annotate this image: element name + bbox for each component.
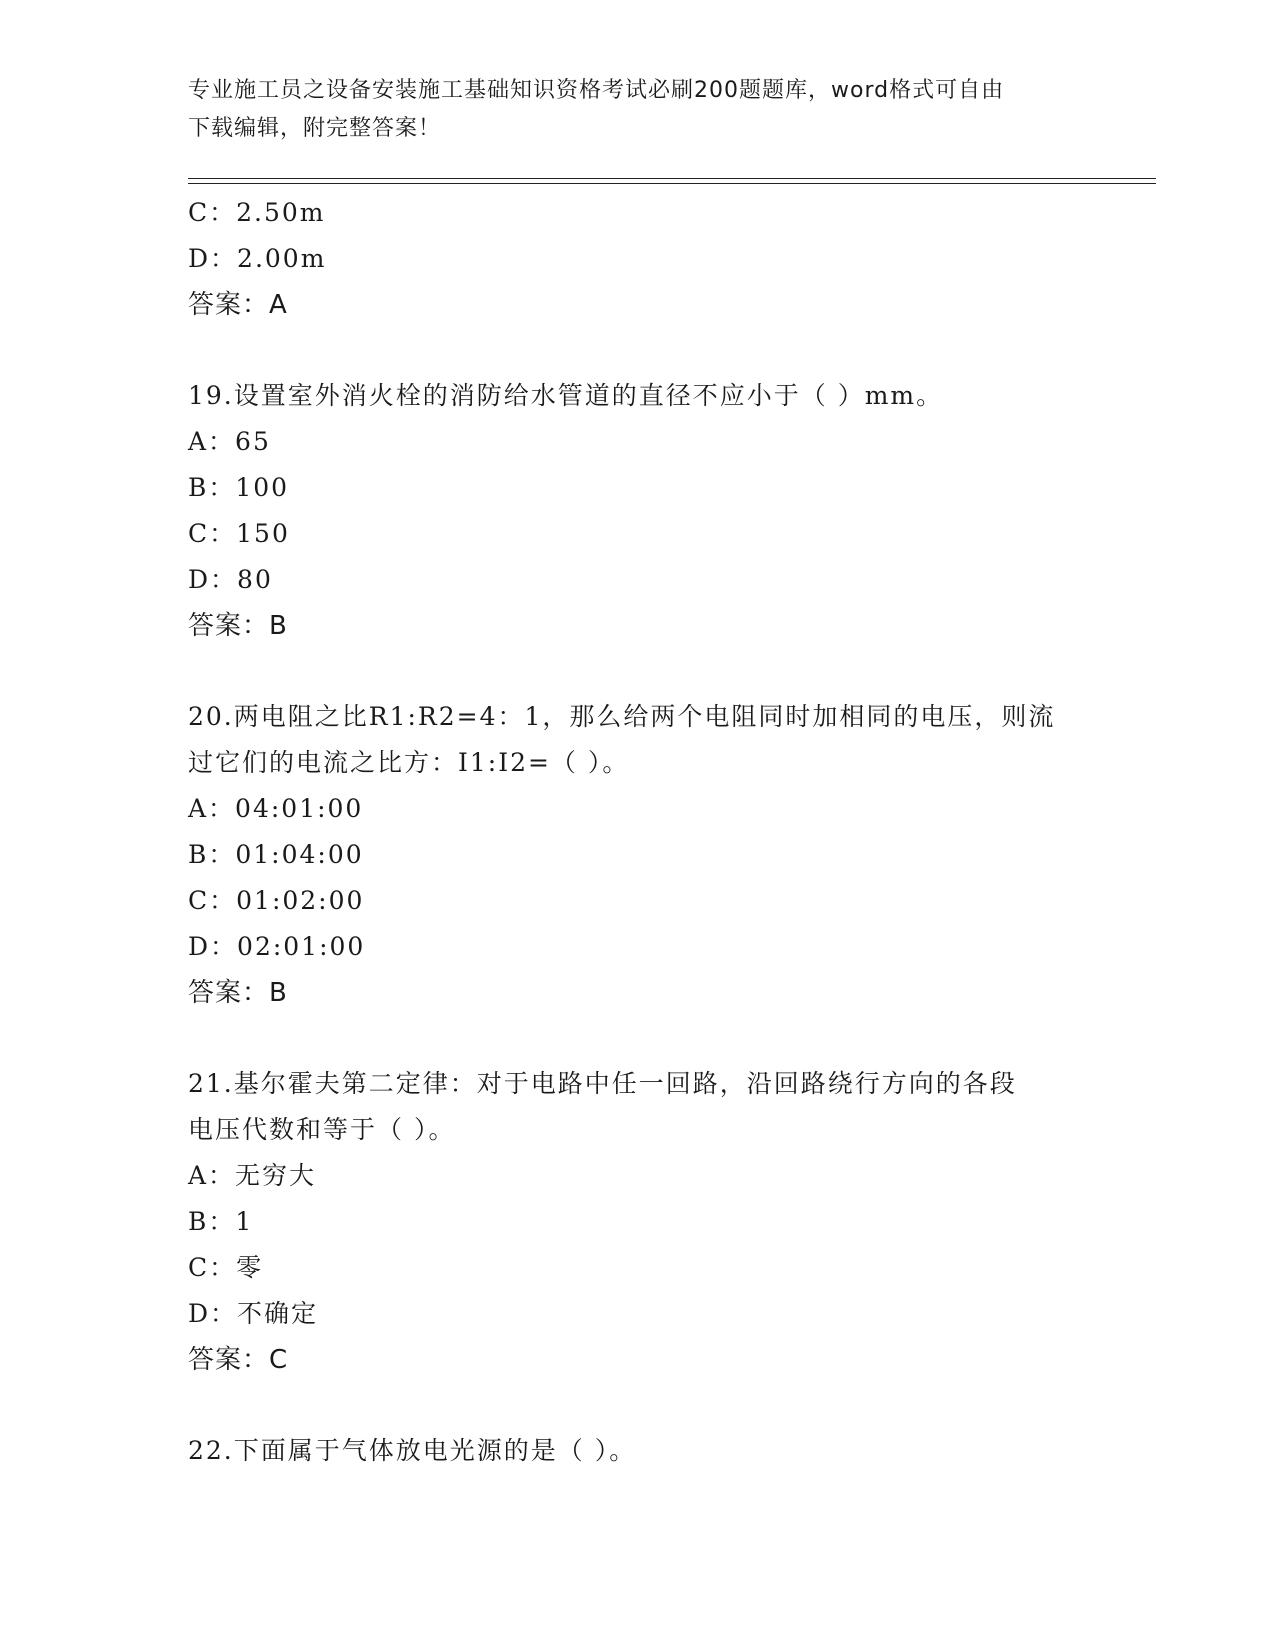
option-c: C：01:02:00 <box>188 886 365 915</box>
question-text-line-2: 过它们的电流之比方：I1:I2=（ ）。 <box>188 748 630 777</box>
header-divider-top <box>188 178 1156 179</box>
option-a: A：04:01:00 <box>188 794 364 823</box>
option-a: A：无穷大 <box>188 1161 317 1190</box>
option-b: B：100 <box>188 473 290 502</box>
option-d: D：02:01:00 <box>188 932 366 961</box>
document-body <box>188 190 1088 1474</box>
option-a: A：65 <box>188 427 271 456</box>
option-d: D：80 <box>188 565 273 594</box>
answer-label: 答案：C <box>188 1345 289 1375</box>
answer-label: 答案：B <box>188 978 288 1008</box>
answer-label: 答案：A <box>188 290 288 320</box>
spacer <box>188 328 1088 373</box>
option-c: C：零 <box>188 1253 264 1282</box>
header-line-1: 专业施工员之设备安装施工基础知识资格考试必刷200题题库，word格式可自由 <box>188 78 1005 103</box>
spacer <box>188 1016 1088 1061</box>
question-text: 22.下面属于气体放电光源的是（ ）。 <box>188 1436 637 1465</box>
question-block-22 <box>188 1428 1088 1474</box>
header-divider-bottom <box>188 183 1156 184</box>
header-line-2: 下载编辑，附完整答案！ <box>188 116 442 141</box>
question-block-19 <box>188 373 1088 649</box>
document-header <box>188 72 1088 148</box>
question-text-line-2: 电压代数和等于（ ）。 <box>188 1115 456 1144</box>
option-b: B：1 <box>188 1207 254 1236</box>
option-d: D：2.00m <box>188 244 327 273</box>
spacer <box>188 1383 1088 1428</box>
option-c: C：2.50m <box>188 198 326 227</box>
question-text: 19.设置室外消火栓的消防给水管道的直径不应小于（ ）mm。 <box>188 381 944 410</box>
question-block-21 <box>188 1061 1088 1383</box>
answer-label: 答案：B <box>188 611 288 641</box>
question-block-20 <box>188 694 1088 1016</box>
option-c: C：150 <box>188 519 290 548</box>
spacer <box>188 649 1088 694</box>
question-text-line-1: 20.两电阻之比R1:R2=4：1，那么给两个电阻同时加相同的电压，则流 <box>188 702 1056 731</box>
question-text-line-1: 21.基尔霍夫第二定律：对于电路中任一回路，沿回路绕行方向的各段 <box>188 1069 1017 1098</box>
option-d: D：不确定 <box>188 1299 319 1328</box>
question-block-18 <box>188 190 1088 328</box>
option-b: B：01:04:00 <box>188 840 364 869</box>
